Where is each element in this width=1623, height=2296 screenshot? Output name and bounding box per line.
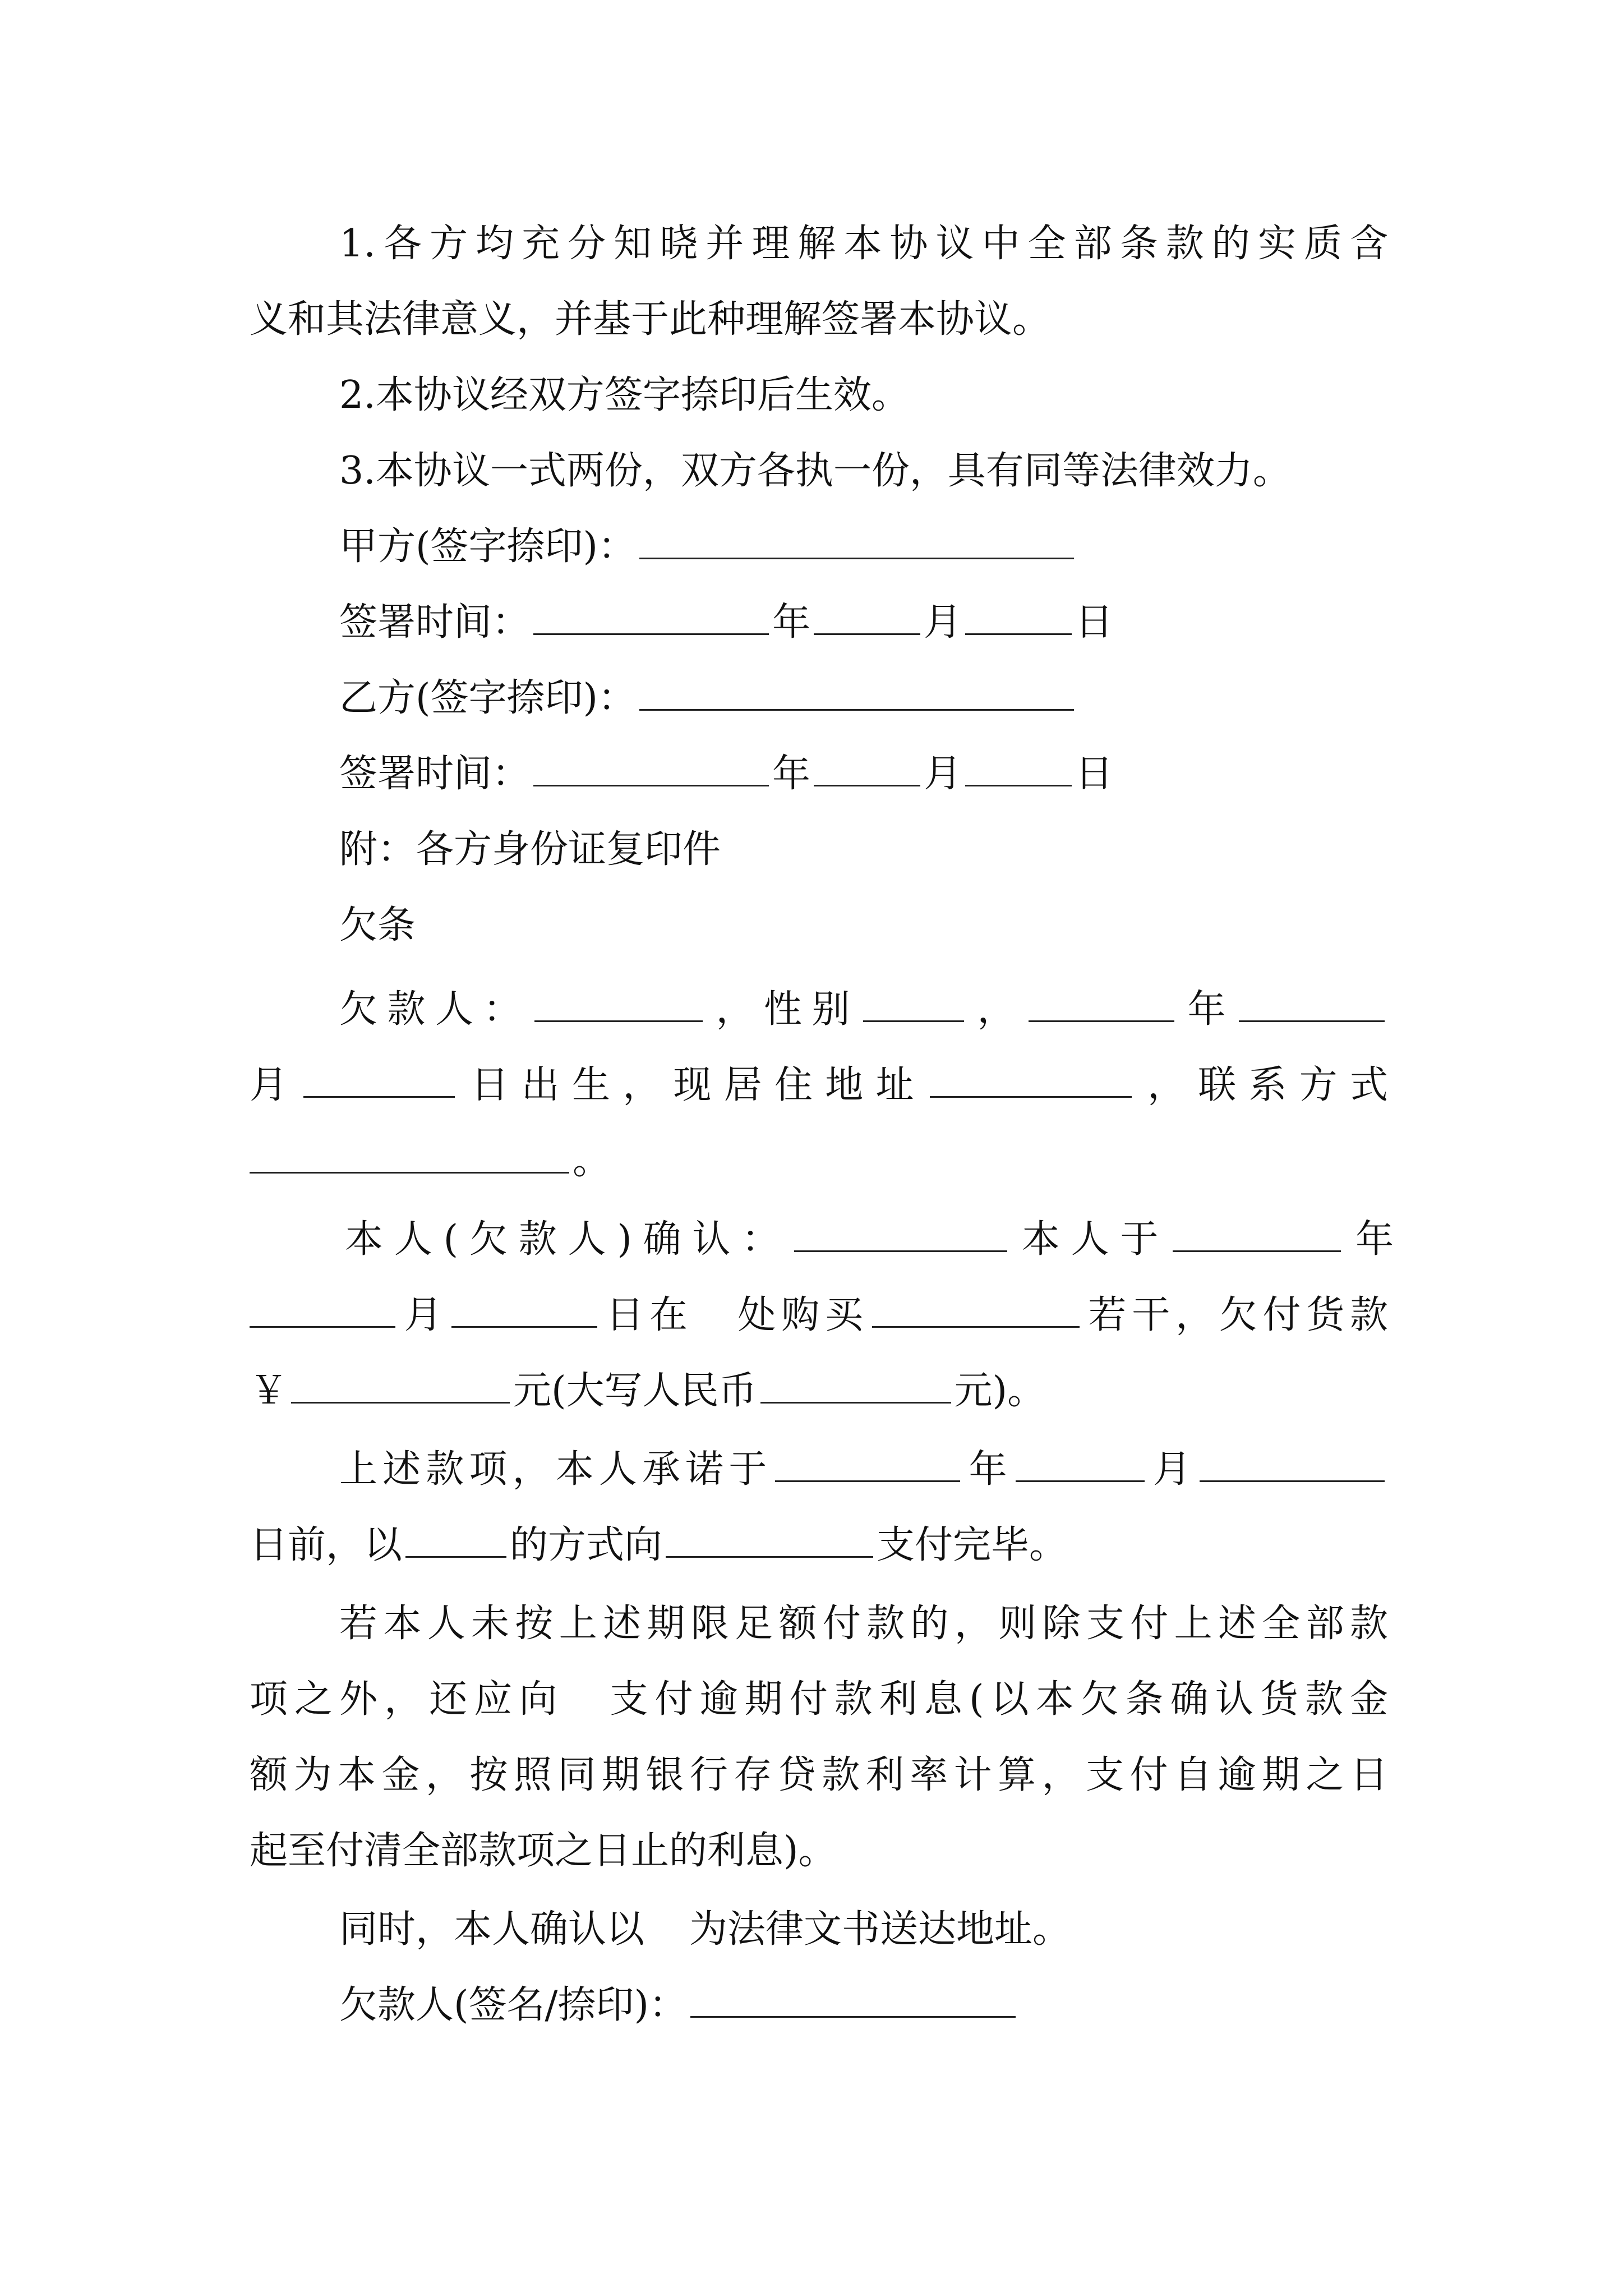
service-address-label: 为法律文书送达地址。	[689, 1907, 1071, 1952]
debtor-signature-row	[339, 1977, 1388, 2033]
goods-blank[interactable]	[872, 1294, 1080, 1328]
yen-sign: ￥	[250, 1369, 288, 1413]
day-blank[interactable]	[965, 752, 1072, 786]
party-a-signature-row	[339, 519, 1388, 575]
amount-uppercase-label: 元(大写人民币	[513, 1369, 757, 1413]
confirm-label: 本人(欠款人)确认：	[345, 1217, 791, 1262]
address-confirm-label: 同时，本人确认以	[339, 1907, 645, 1952]
debtor-signature-blank[interactable]	[690, 1984, 1016, 2018]
on-date-label: 本人于	[1011, 1217, 1170, 1262]
year-blank[interactable]	[533, 601, 769, 635]
promise-label: 上述款项，本人承诺于	[339, 1447, 772, 1492]
clause-3: 3.本协议一式两份，双方各执一份，具有同等法律效力。	[339, 449, 1291, 493]
party-b-signature-blank[interactable]	[639, 677, 1074, 711]
contact-blank[interactable]	[250, 1139, 569, 1174]
penalty-to-label: 项之外，还应向	[250, 1677, 564, 1722]
penalty-line-2	[250, 1672, 1388, 1728]
iou-title: 欠条	[339, 903, 416, 947]
year-label: 年	[772, 600, 811, 645]
debtor-name-blank[interactable]	[534, 988, 703, 1022]
due-year-blank[interactable]	[775, 1448, 960, 1482]
purchase-month-blank[interactable]	[250, 1294, 395, 1328]
year-label: 年	[963, 1447, 1012, 1492]
day-label: 日	[1075, 600, 1114, 645]
pay-done-label: 支付完毕。	[877, 1523, 1068, 1567]
payee-blank[interactable]	[666, 1524, 873, 1558]
born-address-label: 日出生，现居住地址	[458, 1063, 926, 1107]
month-label: 月	[924, 600, 962, 645]
due-month-blank[interactable]	[1016, 1448, 1145, 1482]
amount-uppercase-blank[interactable]	[760, 1369, 951, 1404]
confirm-line-2	[250, 1287, 1388, 1343]
party-b-label: 乙方(签字捺印)：	[339, 676, 637, 720]
gender-blank[interactable]	[863, 988, 964, 1022]
day-label: 日	[1075, 752, 1114, 796]
attachment-note: 附：各方身份证复印件	[339, 827, 721, 872]
before-label: 日前，以	[250, 1523, 403, 1567]
day-blank[interactable]	[965, 601, 1072, 635]
purchase-year-blank[interactable]	[1173, 1218, 1341, 1252]
birth-year-blank[interactable]	[1029, 988, 1174, 1022]
party-b-signature-row	[339, 670, 1388, 726]
year-blank[interactable]	[533, 752, 769, 786]
clause-2: 2.本协议经双方签字捺印后生效。	[339, 373, 910, 417]
penalty-interest-label: 支付逾期付款利息(以本欠条确认货款金	[603, 1677, 1388, 1722]
debtor-info-line-2	[250, 1057, 1388, 1114]
penalty-line-3: 额为本金，按照同期银行存贷款利率计算，支付自逾期之日	[250, 1753, 1388, 1797]
amount-line	[250, 1363, 1388, 1419]
due-day-blank[interactable]	[1200, 1448, 1385, 1482]
promise-line-1	[339, 1442, 1388, 1498]
party-a-label: 甲方(签字捺印)：	[339, 524, 637, 569]
month-label: 月	[924, 752, 962, 796]
party-b-sign-time-row	[339, 746, 1388, 802]
party-a-signature-blank[interactable]	[639, 525, 1074, 559]
way-to-label: 的方式向	[510, 1523, 663, 1567]
contact-label: ，联系方式	[1135, 1063, 1388, 1107]
buy-at-label: 处购买	[732, 1293, 869, 1337]
promise-line-2	[250, 1517, 1388, 1573]
gender-label: ，性别	[706, 987, 860, 1032]
penalty-line-4: 起至付清全部款项之日止的利息)。	[250, 1829, 837, 1873]
clause-1-line-2: 义和其法律意义，并基于此种理解签署本协议。	[250, 297, 1051, 342]
month-label: 月	[1147, 1447, 1196, 1492]
purchase-day-blank[interactable]	[451, 1294, 597, 1328]
confirm-line-1	[339, 1212, 1394, 1268]
clause-1-line-1: 1.各方均充分知晓并理解本协议中全部条款的实质含	[339, 222, 1388, 266]
month-blank[interactable]	[814, 752, 920, 786]
penalty-line-1: 若本人未按上述期限足额付款的，则除支付上述全部款	[339, 1602, 1388, 1646]
birth-day-blank[interactable]	[303, 1064, 455, 1098]
day-at-label: 日在	[600, 1293, 693, 1337]
sign-time-label: 签署时间：	[339, 600, 531, 645]
party-a-sign-time-row	[339, 595, 1388, 651]
amount-close-label: 元)。	[954, 1369, 1046, 1413]
debtor-info-line-1	[339, 982, 1388, 1038]
address-blank[interactable]	[930, 1064, 1132, 1098]
year-label: 年	[772, 752, 811, 796]
sign-time-label: 签署时间：	[339, 752, 531, 796]
debtor-sign-label: 欠款人(签名/捺印)：	[339, 1983, 687, 2027]
creditor-blank[interactable]	[794, 1218, 1007, 1252]
month-label: 月	[250, 1063, 301, 1107]
period: 。	[573, 1139, 611, 1183]
month-blank[interactable]	[814, 601, 920, 635]
comma: ，	[967, 987, 1025, 1032]
year-label: 年	[1344, 1217, 1394, 1262]
month-label: 月	[399, 1293, 448, 1337]
amount-blank[interactable]	[291, 1369, 510, 1404]
service-address-line	[339, 1902, 1388, 1958]
payment-method-blank[interactable]	[405, 1524, 506, 1558]
year-label: 年	[1177, 987, 1235, 1032]
owe-label: 若干，欠付货款	[1082, 1293, 1388, 1337]
debtor-info-line-3	[250, 1133, 1388, 1189]
birth-month-blank[interactable]	[1239, 988, 1385, 1022]
debtor-label: 欠款人：	[339, 987, 531, 1032]
